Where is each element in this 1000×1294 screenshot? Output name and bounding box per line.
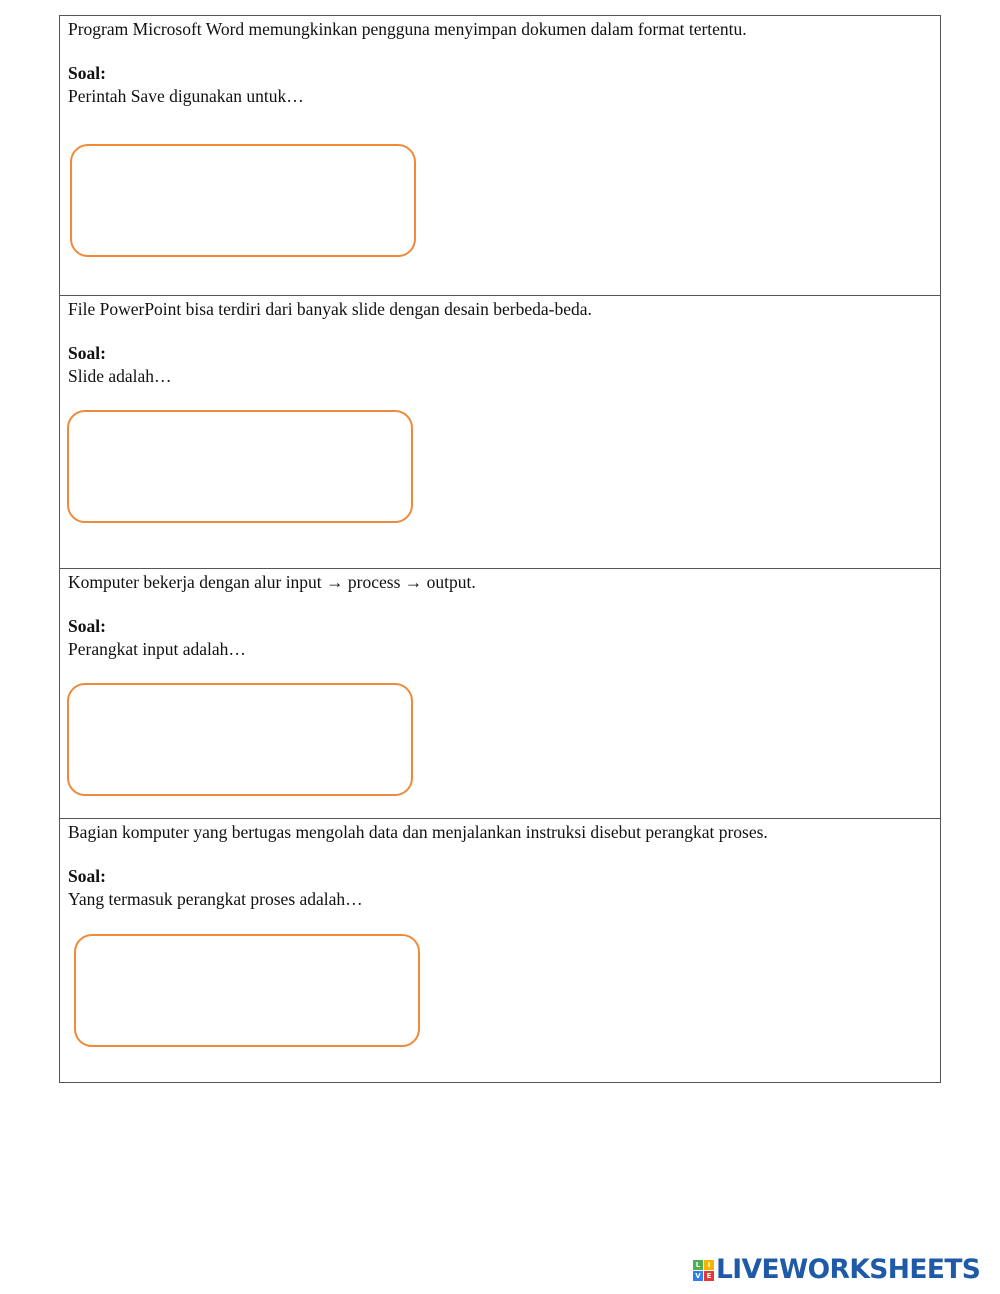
question-context: File PowerPoint bisa terdiri dari banyak slide dengan desain berbeda-beda. (68, 299, 592, 319)
question-cell-2 (60, 296, 940, 569)
liveworksheets-logo (693, 1254, 980, 1286)
worksheet-table (59, 15, 941, 1083)
soal-label: Soal: (68, 343, 106, 363)
question-text: Perangkat input adalah… (68, 639, 246, 659)
answer-box-2[interactable] (67, 410, 413, 523)
question-text: Slide adalah… (68, 366, 172, 386)
logo-text: LIVEWORKSHEETS (716, 1254, 981, 1285)
question-cell-4 (60, 819, 940, 1082)
soal-label: Soal: (68, 866, 106, 886)
answer-box-1[interactable] (70, 144, 416, 257)
answer-box-4[interactable] (74, 934, 420, 1047)
question-context: Bagian komputer yang bertugas mengolah data dan menjalankan instruksi disebut perangkat proses. (68, 822, 768, 842)
question-text: Yang termasuk perangkat proses adalah… (68, 889, 363, 909)
logo-letter: V (693, 1271, 703, 1281)
question-cell-1 (60, 16, 940, 296)
question-context: Komputer bekerja dengan alur input → process → output. (68, 572, 476, 592)
logo-letter: L (693, 1260, 703, 1270)
answer-box-3[interactable] (67, 683, 413, 796)
logo-letter: E (704, 1271, 714, 1281)
question-text: Perintah Save digunakan untuk… (68, 86, 304, 106)
question-cell-3 (60, 569, 940, 819)
logo-mark-icon (693, 1260, 714, 1281)
soal-label: Soal: (68, 63, 106, 83)
soal-label: Soal: (68, 616, 106, 636)
question-context: Program Microsoft Word memungkinkan pengguna menyimpan dokumen dalam format tertentu. (68, 19, 747, 39)
logo-letter: I (704, 1260, 714, 1270)
